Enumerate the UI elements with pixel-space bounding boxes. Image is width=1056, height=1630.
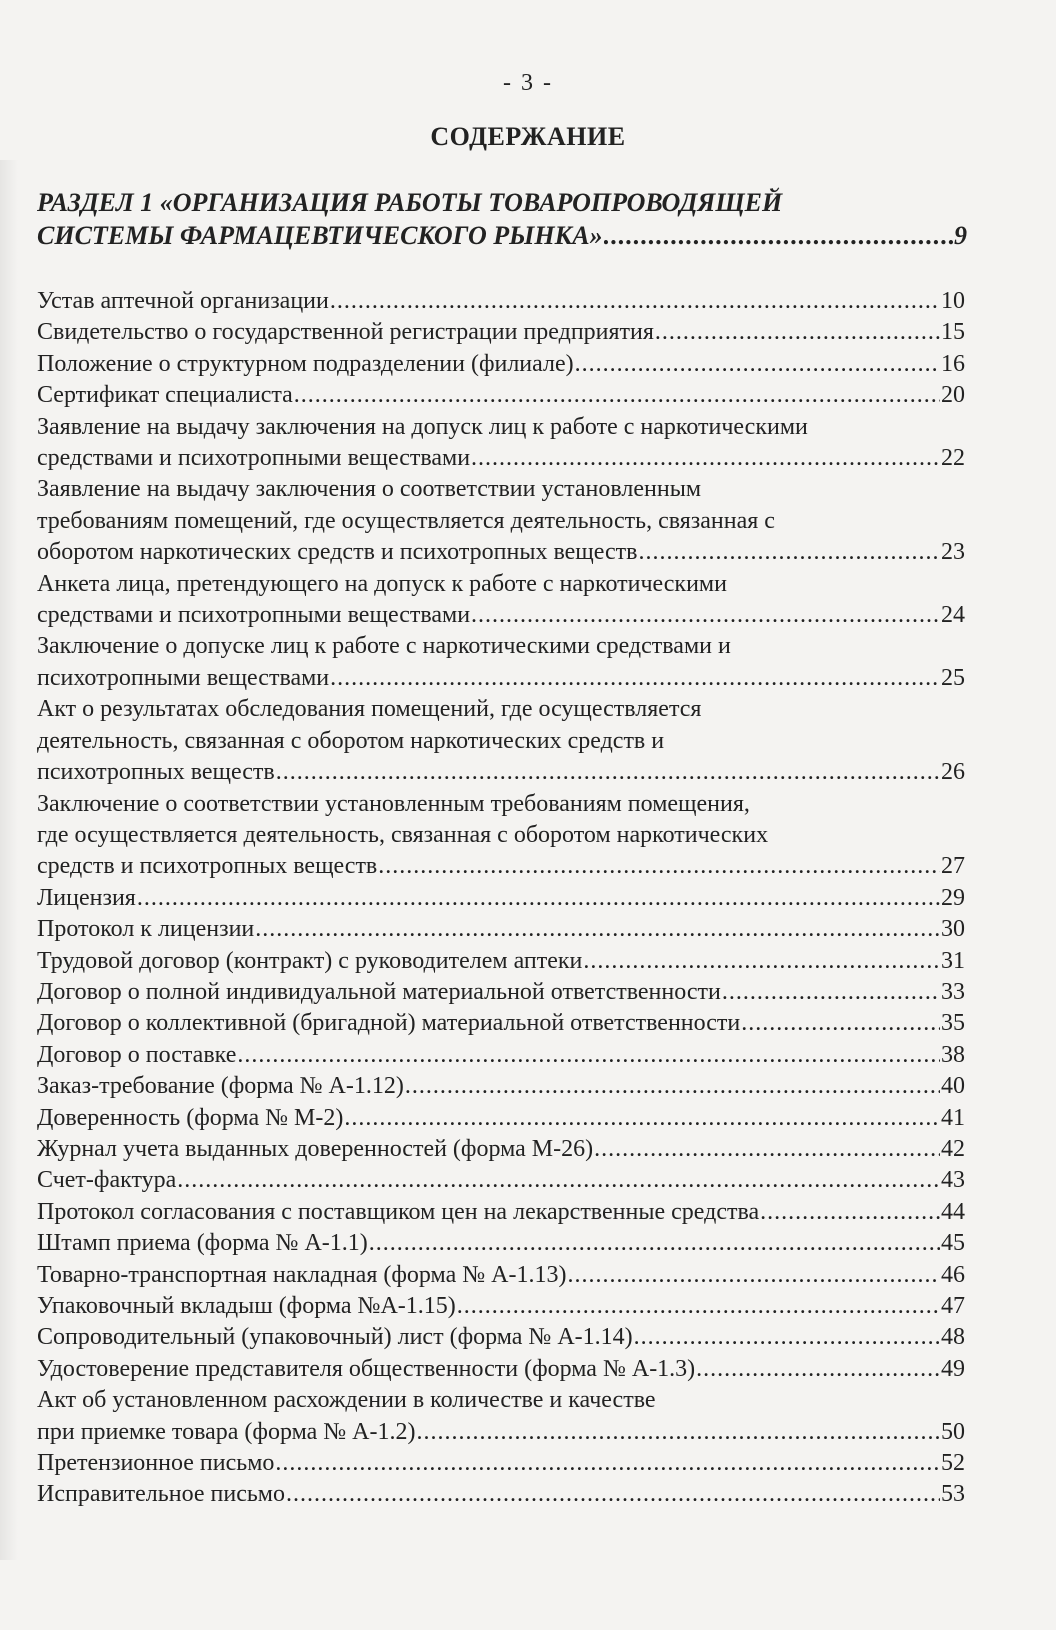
leader-dots xyxy=(634,1322,940,1353)
toc-entry-title: Договор о поставке xyxy=(37,1041,237,1068)
toc-entry xyxy=(37,1385,965,1448)
toc-entry xyxy=(37,317,965,348)
toc-entry xyxy=(37,694,965,788)
toc-entry-title: Журнал учета выданных доверенностей (форма М-26) xyxy=(37,1135,594,1162)
toc-entry-title: Претензионное письмо xyxy=(37,1450,275,1477)
toc-entry-last-line xyxy=(37,663,965,694)
toc-entry-line: Заявление на выдачу заключения о соответствии установленным xyxy=(37,476,702,503)
toc-entry xyxy=(37,631,965,694)
toc-entry-page-number: 40 xyxy=(941,1073,965,1100)
toc-entry-title: Сертификат специалиста xyxy=(37,382,293,409)
leader-dots xyxy=(604,219,953,252)
toc-entry xyxy=(37,1103,965,1134)
toc-entry-line: Анкета лица, претендующего на допуск к работе с наркотическими xyxy=(37,570,727,597)
toc-entry-page-number: 33 xyxy=(941,978,965,1005)
toc-entry xyxy=(37,1134,965,1165)
toc-entry-page-number: 15 xyxy=(941,319,965,346)
toc-entry xyxy=(37,1322,965,1353)
toc-entry xyxy=(37,1040,965,1071)
toc-entry-page-number: 22 xyxy=(941,445,965,472)
toc-entry-last-line xyxy=(37,1040,965,1071)
toc-entry-page-number: 31 xyxy=(941,947,965,974)
leader-dots xyxy=(760,1197,940,1228)
toc-entry-last-line xyxy=(37,1197,965,1228)
leader-dots xyxy=(583,946,940,977)
toc-entry xyxy=(37,349,965,380)
toc-entry xyxy=(37,1354,965,1385)
leader-dots xyxy=(594,1134,940,1165)
toc-entry xyxy=(37,883,965,914)
toc-entry xyxy=(37,1479,965,1510)
toc-entry-title: Товарно-транспортная накладная (форма № А-1.13) xyxy=(37,1261,567,1288)
toc-entry-page-number: 53 xyxy=(941,1481,965,1508)
leader-dots xyxy=(417,1417,941,1448)
toc-entry-last-line xyxy=(37,1354,965,1385)
toc-entry-title: Устав аптечной организации xyxy=(37,288,329,314)
toc-entry-last-line xyxy=(37,1134,965,1165)
toc-entry xyxy=(37,380,965,411)
toc-entry-page-number: 42 xyxy=(941,1135,965,1162)
toc-entry-page-number: 23 xyxy=(941,539,965,566)
toc-entry xyxy=(37,1448,965,1479)
toc-entry-title: Лицензия xyxy=(37,884,136,911)
toc-entry-title: Свидетельство о государственной регистрации предприятия xyxy=(37,319,654,346)
toc-entry-title: Трудовой договор (контракт) с руководителем аптеки xyxy=(37,947,583,974)
toc-entry-page-number: 43 xyxy=(941,1167,965,1194)
toc-entry-line: Заключение о соответствии установленным требованиям помещения, xyxy=(37,790,750,817)
toc-entry-last-line xyxy=(37,1322,965,1353)
toc-entry-last-line xyxy=(37,851,965,882)
toc-entry-page-number: 49 xyxy=(941,1355,965,1382)
toc-entry-last-line xyxy=(37,1479,965,1510)
toc-entry-title: при приемке товара (форма № А-1.2) xyxy=(37,1418,416,1445)
toc-entry-last-line xyxy=(37,914,965,945)
leader-dots xyxy=(276,757,940,788)
toc-entry-page-number: 25 xyxy=(941,664,965,691)
toc-entry-line: где осуществляется деятельность, связанная с оборотом наркотических xyxy=(37,821,769,848)
toc-entry-line: Акт об установленном расхождении в количестве и качестве xyxy=(37,1387,656,1414)
toc-entry-last-line xyxy=(37,1008,965,1039)
toc-entry-page-number: 16 xyxy=(941,350,965,377)
toc-entry-last-line xyxy=(37,1228,965,1259)
toc-entry-last-line xyxy=(37,1260,965,1291)
section-heading-line-1: РАЗДЕЛ 1 «ОРГАНИЗАЦИЯ РАБОТЫ ТОВАРОПРОВОДЯЩЕЙ xyxy=(37,188,783,217)
leader-dots xyxy=(286,1479,940,1510)
toc-entry-page-number: 35 xyxy=(941,1010,965,1037)
toc-entry xyxy=(37,1165,965,1196)
toc-entry xyxy=(37,1260,965,1291)
toc-entry-title: Штамп приема (форма № А-1.1) xyxy=(37,1230,368,1257)
toc-entry-title: оборотом наркотических средств и психотропных веществ xyxy=(37,539,638,566)
toc-entry-last-line xyxy=(37,977,965,1008)
toc-entry-title: Исправительное письмо xyxy=(37,1481,285,1508)
section-heading xyxy=(37,186,967,252)
page-number: - 3 - xyxy=(503,70,553,96)
toc-entry-title: средствами и психотропными веществами xyxy=(37,445,471,472)
leader-dots xyxy=(255,914,940,945)
toc-entry-title: средств и психотропных веществ xyxy=(37,853,378,880)
section-heading-line-2 xyxy=(37,219,967,252)
toc-entry-line: деятельность, связанная с оборотом наркотических средств и xyxy=(37,727,665,754)
toc-entry-title: Упаковочный вкладыш (форма №А-1.15) xyxy=(37,1293,456,1319)
toc-entry-title: Протокол к лицензии xyxy=(37,916,255,943)
toc-entry-page-number: 41 xyxy=(941,1104,965,1131)
leader-dots xyxy=(639,537,941,568)
leader-dots xyxy=(330,663,940,694)
toc-entry-title: психотропными веществами xyxy=(37,664,330,691)
toc-entry xyxy=(37,412,965,475)
toc-entry-page-number: 50 xyxy=(941,1418,965,1445)
toc-entry-page-number: 24 xyxy=(941,602,965,629)
leader-dots xyxy=(471,600,940,631)
leader-dots xyxy=(237,1040,940,1071)
toc-entry-page-number: 47 xyxy=(941,1293,965,1319)
toc-entry-page-number: 27 xyxy=(941,853,965,880)
toc-entry-last-line xyxy=(37,1417,965,1448)
toc-entry-last-line xyxy=(37,380,965,411)
toc-entry xyxy=(37,286,965,317)
leader-dots xyxy=(567,1260,940,1291)
leader-dots xyxy=(741,1008,940,1039)
toc-entry-line: Заявление на выдачу заключения на допуск лиц к работе с наркотическими xyxy=(37,413,808,440)
toc-entry-page-number: 30 xyxy=(941,916,965,943)
leader-dots xyxy=(137,883,940,914)
toc-entry-page-number: 52 xyxy=(941,1450,965,1477)
section-heading-label: СИСТЕМЫ ФАРМАЦЕВТИЧЕСКОГО РЫНКА» xyxy=(37,221,603,250)
toc-entry-last-line xyxy=(37,1165,965,1196)
toc-entry-title: психотропных веществ xyxy=(37,759,275,786)
leader-dots xyxy=(330,286,940,317)
toc-entry-title: Сопроводительный (упаковочный) лист (форма № А-1.14) xyxy=(37,1324,633,1351)
toc-entry-last-line xyxy=(37,946,965,977)
toc-entry-page-number: 29 xyxy=(941,884,965,911)
leader-dots xyxy=(696,1354,940,1385)
toc-entry-title: Счет-фактура xyxy=(37,1167,177,1194)
toc-entry-page-number: 38 xyxy=(941,1041,965,1068)
leader-dots xyxy=(344,1103,940,1134)
toc-entry-last-line xyxy=(37,600,965,631)
page-title: СОДЕРЖАНИЕ xyxy=(430,122,626,151)
section-page-number: 9 xyxy=(954,221,967,250)
toc-entry xyxy=(37,977,965,1008)
toc-entry-last-line xyxy=(37,1448,965,1479)
toc-entry-title: Положение о структурном подразделении (филиале) xyxy=(37,350,574,377)
leader-dots xyxy=(275,1448,940,1479)
toc-entry-last-line xyxy=(37,1291,965,1322)
leader-dots xyxy=(457,1291,940,1322)
toc-entry-last-line xyxy=(37,349,965,380)
toc-entry xyxy=(37,1291,965,1322)
toc-entry xyxy=(37,1228,965,1259)
leader-dots xyxy=(655,317,940,348)
toc-entry-last-line xyxy=(37,443,965,474)
leader-dots xyxy=(177,1165,940,1196)
toc-entry xyxy=(37,946,965,977)
toc-entry xyxy=(37,914,965,945)
toc-entry-page-number: 46 xyxy=(941,1261,965,1288)
scan-shadow xyxy=(0,160,18,1560)
leader-dots xyxy=(378,851,940,882)
toc-entry-last-line xyxy=(37,537,965,568)
toc-entry-last-line xyxy=(37,286,965,317)
toc-list xyxy=(37,286,965,1511)
toc-entry-last-line xyxy=(37,883,965,914)
toc-entry-title: Договор о коллективной (бригадной) материальной ответственности xyxy=(37,1010,741,1037)
leader-dots xyxy=(369,1228,940,1259)
toc-entry-line: Заключение о допуске лиц к работе с наркотическими средствами и xyxy=(37,633,731,660)
toc-entry xyxy=(37,789,965,883)
toc-entry-page-number: 26 xyxy=(941,759,965,786)
toc-entry-title: Доверенность (форма № М-2) xyxy=(37,1104,344,1131)
toc-entry xyxy=(37,474,965,568)
toc-entry-last-line xyxy=(37,757,965,788)
toc-entry xyxy=(37,569,965,632)
toc-entry-title: Заказ-требование (форма № А-1.12) xyxy=(37,1073,404,1100)
toc-entry xyxy=(37,1197,965,1228)
leader-dots xyxy=(405,1071,940,1102)
toc-entry-last-line xyxy=(37,1071,965,1102)
toc-entry-title: Договор о полной индивидуальной материальной ответственности xyxy=(37,978,721,1005)
toc-entry xyxy=(37,1008,965,1039)
toc-entry-page-number: 44 xyxy=(941,1198,965,1225)
toc-entry-line: требованиям помещений, где осуществляется деятельность, связанная с xyxy=(37,507,775,534)
toc-entry-page-number: 45 xyxy=(941,1230,965,1257)
leader-dots xyxy=(722,977,940,1008)
toc-entry-title: Удостоверение представителя общественности (форма № А-1.3) xyxy=(37,1355,696,1382)
leader-dots xyxy=(471,443,940,474)
toc-entry-line: Акт о результатах обследования помещений, где осуществляется xyxy=(37,696,702,723)
toc-entry-page-number: 10 xyxy=(941,288,965,314)
toc-entry-last-line xyxy=(37,317,965,348)
leader-dots xyxy=(575,349,940,380)
toc-entry-page-number: 48 xyxy=(941,1324,965,1351)
toc-entry-title: Протокол согласования с поставщиком цен на лекарственные средства xyxy=(37,1198,760,1225)
toc-entry-last-line xyxy=(37,1103,965,1134)
toc-entry-title: средствами и психотропными веществами xyxy=(37,602,471,629)
leader-dots xyxy=(294,380,940,411)
toc-entry-page-number: 20 xyxy=(941,382,965,409)
toc-entry xyxy=(37,1071,965,1102)
